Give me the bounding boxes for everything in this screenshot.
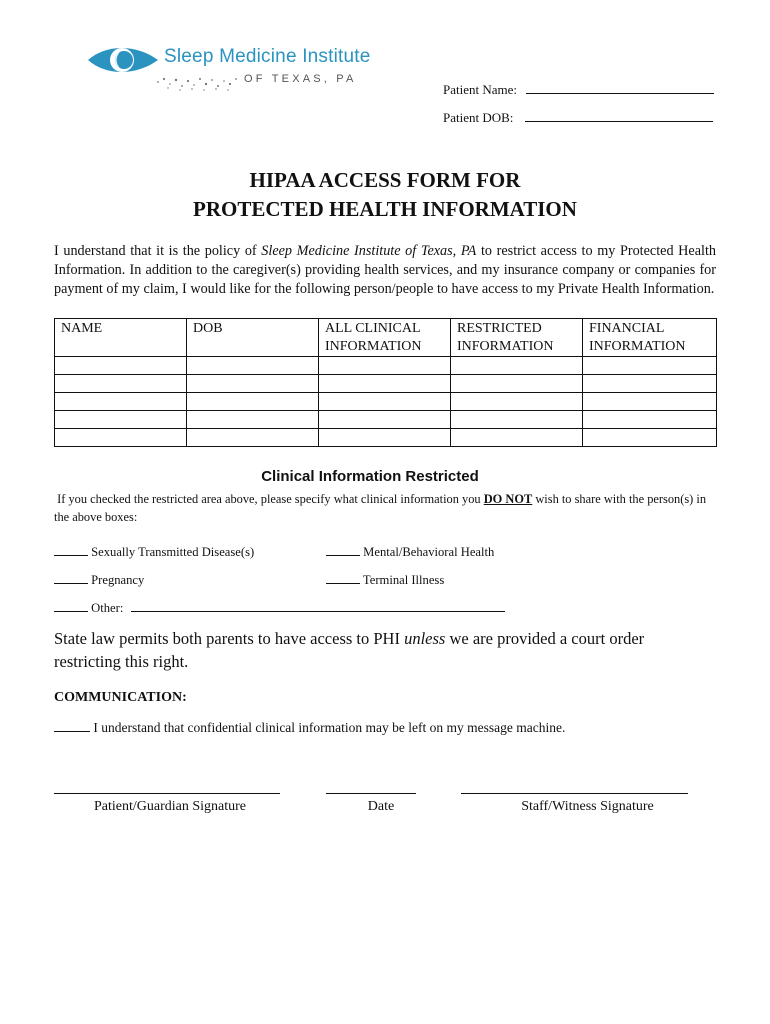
table-cell[interactable]: [187, 375, 319, 393]
table-cell[interactable]: [187, 411, 319, 429]
patient-signature-label: Patient/Guardian Signature: [93, 799, 247, 814]
table-cell[interactable]: [319, 393, 451, 411]
table-cell[interactable]: [55, 411, 187, 429]
title-line-2: PROTECTED HEALTH INFORMATION: [193, 197, 577, 221]
column-header-all-clinical: ALL CLINICAL INFORMATION: [319, 319, 451, 357]
option-other[interactable]: [54, 600, 505, 616]
patient-dob-label: Patient DOB:: [443, 110, 514, 125]
option-std-label: Sexually Transmitted Disease(s): [91, 545, 255, 559]
option-std[interactable]: [54, 544, 254, 560]
state-law-text-1: State law permits both parents to have access to PHI: [54, 629, 405, 648]
column-header-financial: FINANCIAL INFORMATION: [583, 319, 717, 357]
date-signature-line[interactable]: [326, 793, 416, 794]
form-title: [0, 166, 770, 224]
table-cell[interactable]: [187, 429, 319, 447]
patient-name-field[interactable]: [443, 81, 714, 98]
patient-name-line[interactable]: [526, 81, 714, 94]
access-table: [54, 318, 717, 447]
intro-paragraph: [54, 242, 716, 299]
option-other-label: Other:: [91, 601, 124, 615]
column-header-dob: DOB: [187, 319, 319, 357]
option-pregnancy-label: Pregnancy: [91, 573, 145, 587]
staff-signature-label: Staff/Witness Signature: [521, 799, 654, 814]
option-terminal-label: Terminal Illness: [362, 573, 445, 587]
communication-consent-blank[interactable]: [54, 720, 90, 732]
table-cell[interactable]: [583, 375, 717, 393]
table-cell[interactable]: [451, 393, 583, 411]
communication-consent-label: I understand that confidential clinical information may be left on my message machine.: [93, 720, 566, 735]
intro-text-2: to restrict access to my Protected Health Information. In addition to the caregiver(s) providing health services, and my insurance company or companies for payment of my claim, I would like for the following person/people to have access to my Private Health Information.: [54, 243, 716, 297]
column-header-name: NAME: [55, 319, 187, 357]
patient-name-label: Patient Name:: [443, 82, 518, 97]
option-mental[interactable]: [326, 544, 494, 560]
column-header-restricted: RESTRICTED INFORMATION: [451, 319, 583, 357]
table-cell[interactable]: [583, 393, 717, 411]
table-cell[interactable]: [583, 357, 717, 375]
communication-consent[interactable]: [54, 720, 565, 736]
state-law-statement: [54, 627, 714, 673]
date-signature-label: Date: [367, 799, 395, 814]
restricted-instructions: [54, 490, 718, 526]
table-cell[interactable]: [319, 375, 451, 393]
option-pregnancy[interactable]: [54, 572, 144, 588]
table-cell[interactable]: [187, 357, 319, 375]
option-std-blank[interactable]: [54, 544, 88, 556]
table-header-row: [55, 319, 717, 357]
option-mental-blank[interactable]: [326, 544, 360, 556]
table-row: [55, 375, 717, 393]
state-law-unless: unless: [404, 629, 446, 648]
patient-dob-field[interactable]: [443, 109, 713, 126]
table-cell[interactable]: [55, 429, 187, 447]
instr-do-not: DO NOT: [483, 492, 533, 506]
table-cell[interactable]: [55, 357, 187, 375]
table-cell[interactable]: [319, 411, 451, 429]
option-other-blank[interactable]: [54, 600, 88, 612]
table-cell[interactable]: [319, 357, 451, 375]
option-mental-label: Mental/Behavioral Health: [363, 545, 495, 559]
logo-name: Sleep Medicine Institute: [164, 46, 371, 67]
table-cell[interactable]: [187, 393, 319, 411]
patient-dob-line[interactable]: [525, 109, 713, 122]
table-row: [55, 393, 717, 411]
option-other-input-line[interactable]: [131, 600, 505, 612]
table-cell[interactable]: [583, 429, 717, 447]
logo-subtitle: OF TEXAS, PA: [244, 73, 357, 85]
table-cell[interactable]: [451, 411, 583, 429]
option-pregnancy-blank[interactable]: [54, 572, 88, 584]
logo: [84, 40, 384, 100]
option-terminal-blank[interactable]: [326, 572, 360, 584]
table-cell[interactable]: [451, 375, 583, 393]
table-cell[interactable]: [451, 357, 583, 375]
table-row: [55, 357, 717, 375]
instr-text-2: wish to share with the person(s) in the above boxes:: [54, 492, 707, 524]
restricted-heading: Clinical Information Restricted: [261, 468, 479, 485]
title-line-1: HIPAA ACCESS FORM FOR: [249, 168, 521, 192]
communication-heading: COMMUNICATION:: [54, 690, 187, 705]
option-terminal[interactable]: [326, 572, 444, 588]
patient-signature-line[interactable]: [54, 793, 280, 794]
table-cell[interactable]: [319, 429, 451, 447]
instr-text-1: If you checked the restricted area above, please specify what clinical information you: [57, 492, 484, 506]
intro-text-1: I understand that it is the policy of: [54, 243, 262, 259]
table-cell[interactable]: [55, 375, 187, 393]
table-row: [55, 429, 717, 447]
table-cell[interactable]: [451, 429, 583, 447]
staff-signature-line[interactable]: [461, 793, 688, 794]
state-law-text-2: we are provided a court order restricting this right.: [54, 629, 645, 671]
intro-institute-name: Sleep Medicine Institute of Texas, PA: [261, 243, 477, 259]
table-cell[interactable]: [55, 393, 187, 411]
table-cell[interactable]: [583, 411, 717, 429]
table-row: [55, 411, 717, 429]
